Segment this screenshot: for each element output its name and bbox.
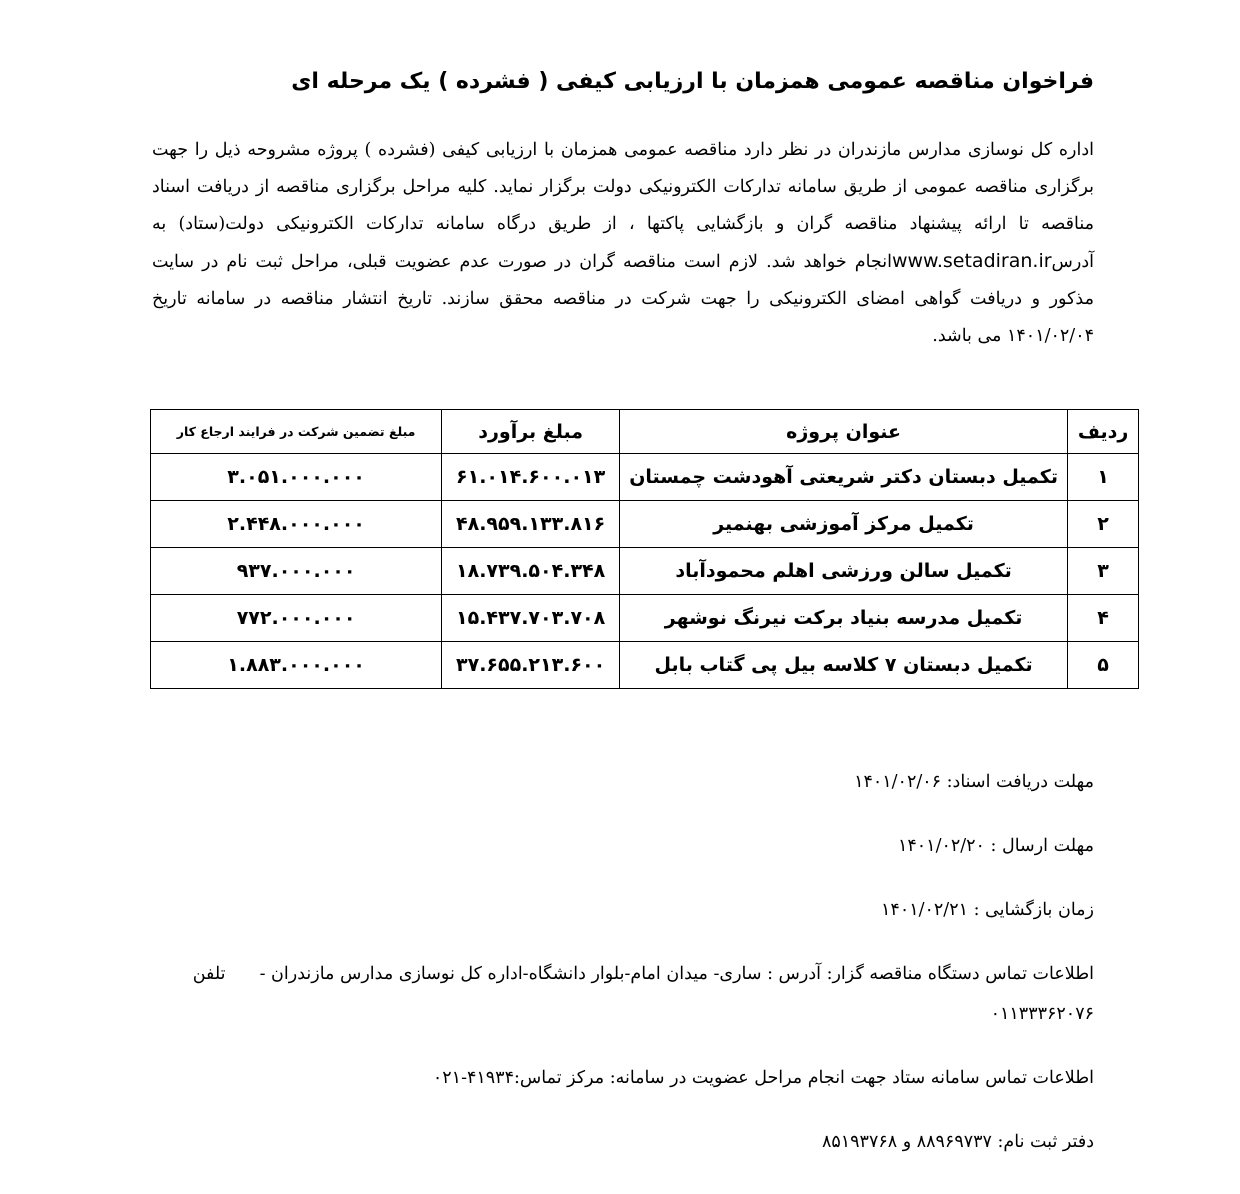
row-index: ۱: [1068, 454, 1139, 501]
registration-office: دفتر ثبت نام: ۸۸۹۶۹۷۳۷ و ۸۵۱۹۳۷۶۸: [821, 1132, 1094, 1152]
row-title: تکمیل دبستان ۷ کلاسه بیل پی گتاب بابل: [620, 642, 1068, 689]
intro-text-part2: انجام خواهد شد. لازم است مناقصه گران در صورت عدم عضویت قبلی، مراحل ثبت نام در سایت مذکور و دریافت گواهی امضای الکترونیکی را جهت شرکت در مناقصه محقق سازند. تاریخ انتشار مناقصه در سامانه تاریخ ۱۴۰۱/۰۲/۰۴ می باشد.: [152, 252, 1094, 346]
submission-deadline: مهلت ارسال : ۱۴۰۱/۰۲/۲۰: [897, 836, 1094, 856]
intro-paragraph: [152, 132, 1094, 355]
opening-time: زمان بازگشایی : ۱۴۰۱/۰۲/۲۱: [881, 900, 1094, 920]
table-header-row: [151, 410, 1139, 454]
row-title: تکمیل مرکز آموزشی بهنمیر: [620, 501, 1068, 548]
row-title: تکمیل مدرسه بنیاد برکت نیرنگ نوشهر: [620, 595, 1068, 642]
row-index: ۵: [1068, 642, 1139, 689]
row-guarantee: ۷۷۲.۰۰۰.۰۰۰: [151, 595, 442, 642]
organizer-phone: ۰۱۱۳۳۳۶۲۰۷۶: [990, 1004, 1094, 1024]
row-title: تکمیل سالن ورزشی اهلم محمودآباد: [620, 548, 1068, 595]
table-row: [151, 595, 1139, 642]
organizer-address: اطلاعات تماس دستگاه مناقصه گزار: آدرس : ساری- میدان امام-بلوار دانشگاه-اداره کل نوسازی مدارس مازندران -: [259, 964, 1094, 984]
row-estimate: ۱۸.۷۳۹.۵۰۴.۳۴۸: [442, 548, 620, 595]
phone-label: تلفن: [192, 964, 226, 984]
row-estimate: ۱۵.۴۳۷.۷۰۳.۷۰۸: [442, 595, 620, 642]
row-estimate: ۴۸.۹۵۹.۱۳۳.۸۱۶: [442, 501, 620, 548]
setad-contact: اطلاعات تماس سامانه ستاد جهت انجام مراحل عضویت در سامانه: مرکز تماس:۴۱۹۳۴-۰۲۱: [432, 1068, 1094, 1088]
table-row: [151, 642, 1139, 689]
row-index: ۳: [1068, 548, 1139, 595]
row-guarantee: ۹۳۷.۰۰۰.۰۰۰: [151, 548, 442, 595]
row-index: ۴: [1068, 595, 1139, 642]
projects-table: [150, 409, 1139, 689]
document-title: فراخوان مناقصه عمومی همزمان با ارزیابی کیفی ( فشرده ) یک مرحله ای: [291, 69, 1094, 94]
header-guarantee: مبلغ تضمین شرکت در فرایند ارجاع کار: [151, 410, 442, 454]
row-estimate: ۳۷.۶۵۵.۲۱۳.۶۰۰: [442, 642, 620, 689]
document-deadline: مهلت دریافت اسناد: ۱۴۰۱/۰۲/۰۶: [854, 772, 1094, 792]
row-title: تکمیل دبستان دکتر شریعتی آهودشت چمستان: [620, 454, 1068, 501]
table-row: [151, 501, 1139, 548]
row-estimate: ۶۱.۰۱۴.۶۰۰.۰۱۳: [442, 454, 620, 501]
header-index: ردیف: [1068, 410, 1139, 454]
intro-text-part1: اداره کل نوسازی مدارس مازندران در نظر دارد مناقصه عمومی همزمان با ارزیابی کیفی (فشرده ) پروژه مشروحه ذیل را جهت برگزاری مناقصه عمومی از طریق سامانه تدارکات الکترونیکی دولت برگزار نماید. کلیه مراحل برگزاری مناقصه از دریافت اسناد مناقصه تا ارائه پیشنهاد مناقصه گران و بازگشایی پاکتها ، از طریق درگاه سامانه تدارکات الکترونیکی دولت(ستاد) به آدرس: [152, 140, 1094, 272]
row-guarantee: ۳.۰۵۱.۰۰۰.۰۰۰: [151, 454, 442, 501]
table-row: [151, 454, 1139, 501]
table-row: [151, 548, 1139, 595]
organizer-contact: [144, 954, 1094, 1034]
row-index: ۲: [1068, 501, 1139, 548]
header-estimate: مبلغ برآورد: [442, 410, 620, 454]
website-link[interactable]: www.setadiran.ir: [891, 250, 1052, 272]
header-title: عنوان پروژه: [620, 410, 1068, 454]
row-guarantee: ۲.۴۴۸.۰۰۰.۰۰۰: [151, 501, 442, 548]
row-guarantee: ۱.۸۸۳.۰۰۰.۰۰۰: [151, 642, 442, 689]
